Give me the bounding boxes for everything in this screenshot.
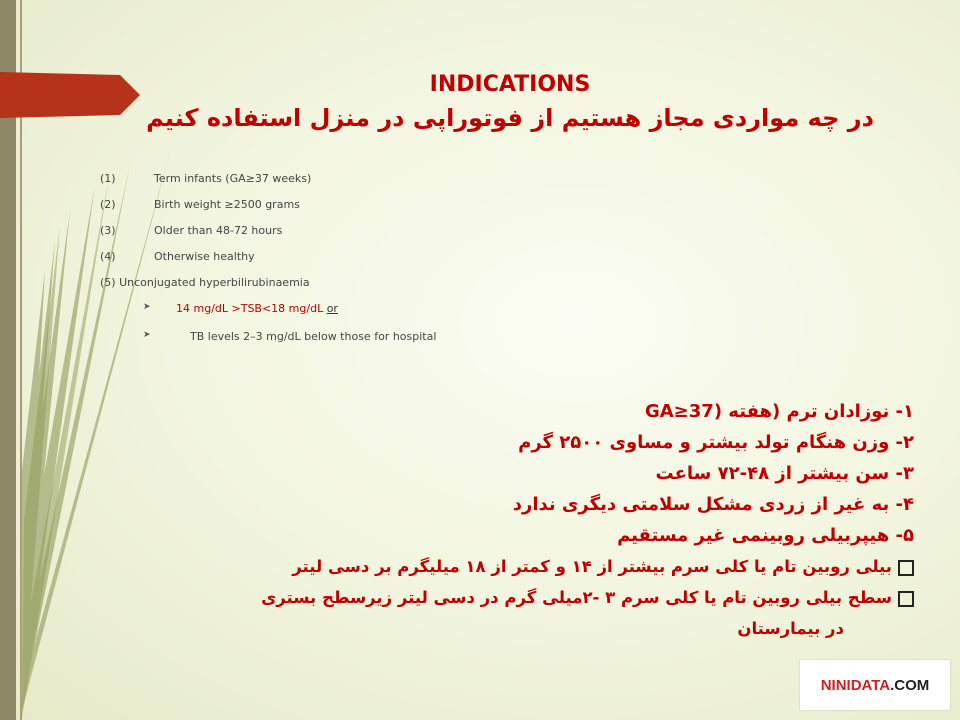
checkbox-icon: [898, 591, 914, 607]
list-item-text: Older than 48-72 hours: [154, 224, 283, 237]
list-item-text: Birth weight ≥2500 grams: [154, 198, 300, 211]
list-item-text: Otherwise healthy: [154, 250, 255, 263]
sub-item-2: TB levels 2–3 mg/dL below those for hospital: [190, 330, 437, 343]
sub-item-1: [176, 302, 338, 315]
sub-item-1-text: 14 mg/dL >TSB<18 mg/dL: [176, 302, 324, 315]
list-item-5: (5) Unconjugated hyperbilirubinaemia: [100, 276, 310, 289]
persian-list-item: ۲- وزن هنگام تولد بیشتر و مساوی ۲۵۰۰ گرم: [518, 432, 914, 453]
persian-sub-item: [134, 551, 914, 582]
list-item-number: (2): [100, 198, 116, 211]
persian-list-item: ۱- نوزادان ترم (هفته (GA≥37: [644, 401, 914, 422]
persian-list-item: ۳- سن بیشتر از ۴۸-۷۲ ساعت: [655, 463, 914, 484]
checkbox-icon: [898, 560, 914, 576]
ninidata-logo: [800, 660, 950, 710]
list-item-number: (3): [100, 224, 116, 237]
arrow-bullet-icon: ➤: [143, 330, 151, 340]
sub-item-1-or: or: [326, 302, 338, 315]
arrow-bullet-icon: ➤: [143, 302, 151, 312]
persian-sub-item-continued: در بیمارستان: [737, 619, 844, 638]
green-arrow-stack-dark: [22, 172, 110, 718]
list-item-number: (1): [100, 172, 116, 185]
slide-subtitle: در چه مواردی مجاز هستیم از فوتوراپی در منزل استفاده کنیم: [146, 104, 874, 132]
persian-sub-item-text: سطح بیلی روبین تام یا کلی سرم ۳ -۲میلی گرم در دسی لیتر زیرسطح بستری: [261, 588, 892, 607]
logo-suffix: .COM: [890, 676, 930, 694]
list-item-number: (4): [100, 250, 116, 263]
persian-indications-list: [134, 396, 914, 644]
persian-list-item: ۴- به غیر از زردی مشکل سلامتی دیگری ندارد: [512, 494, 914, 515]
persian-sub-item-text: بیلی روبین تام یا کلی سرم بیشتر از ۱۴ و کمتر از ۱۸ میلیگرم بر دسی لیتر: [292, 557, 892, 576]
logo-brand: NINIDATA: [820, 676, 891, 694]
persian-sub-item: [134, 582, 914, 613]
persian-list-item: ۵- هیپربیلی روبینمی غیر مستقیم: [617, 525, 914, 546]
list-item-text: Term infants (GA≥37 weeks): [154, 172, 312, 185]
slide-title: INDICATIONS: [429, 72, 591, 97]
